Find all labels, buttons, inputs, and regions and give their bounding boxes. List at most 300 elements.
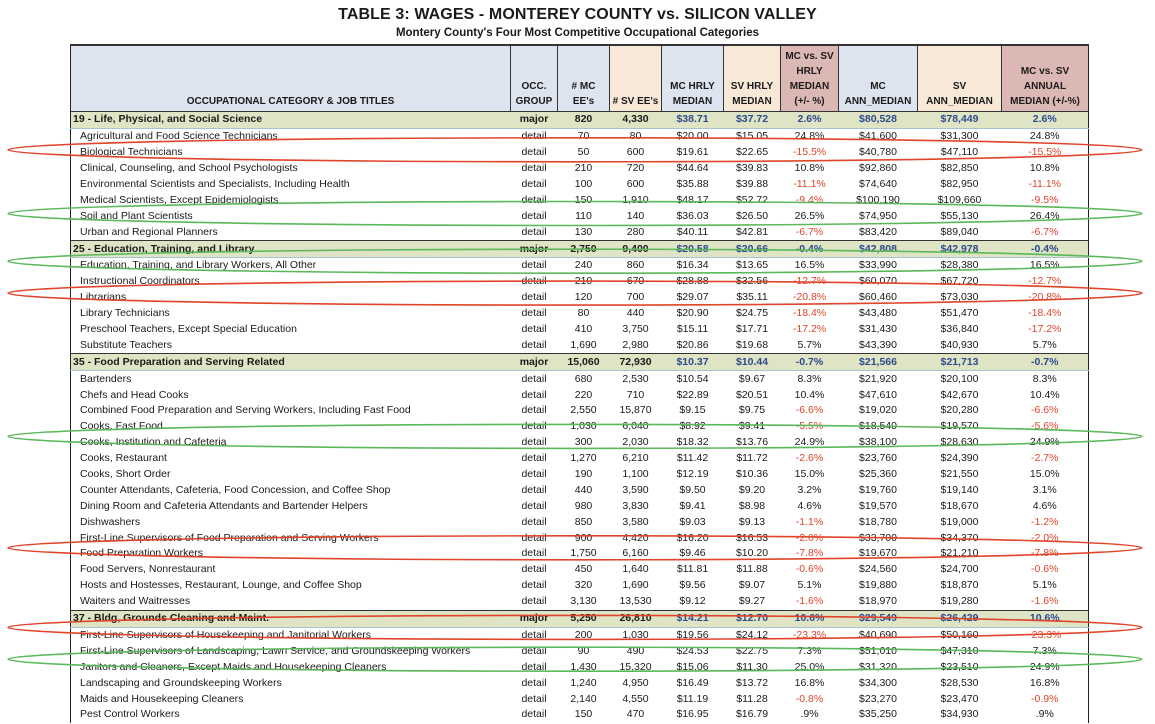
mc-hrly-cell: $15.11 (676, 323, 709, 336)
hrly-compare-cell: 10.6% (781, 610, 839, 627)
mc-ees-cell: 410 (574, 323, 593, 336)
ann-compare-cell: 24.8% (1002, 128, 1089, 144)
sv-hrly-cell: $24.75 (735, 307, 769, 320)
hrly-compare-cell: 7.3% (797, 644, 822, 657)
job-title-cell: Medical Scientists, Except Epidemiologists (71, 192, 511, 208)
occ-group-cell: detail (521, 708, 547, 721)
mc-hrly-cell: $20.00 (676, 130, 709, 143)
table-row (71, 627, 1089, 643)
sv-hrly-cell: $15.05 (735, 130, 769, 143)
mc-ees-cell: 50 (577, 146, 590, 159)
sv-hrly-cell: $9.20 (738, 483, 766, 496)
occ-group-cell: major (511, 610, 558, 627)
table-row (71, 451, 1089, 467)
sv-hrly-cell: $16.53 (735, 531, 769, 544)
mc-hrly-cell: $9.46 (679, 547, 706, 560)
sv-hrly-cell: $22.75 (735, 644, 769, 657)
occ-group-cell: detail (521, 644, 547, 657)
job-title-cell: Landscaping and Groundskeeping Workers (71, 675, 511, 691)
mc-ees-cell: 300 (574, 436, 593, 449)
mc-ees-cell: 2,140 (570, 692, 597, 705)
table-row (71, 258, 1089, 274)
mc-ann-cell: $43,480 (859, 307, 897, 320)
hrly-compare-cell: 16.8% (794, 676, 825, 689)
sv-ann-cell: $55,130 (940, 209, 979, 222)
occ-group-cell: detail (521, 162, 547, 175)
sv-ees-cell: 3,750 (622, 323, 649, 336)
sv-ann-cell: $28,630 (940, 436, 979, 449)
header-hrly-compare: MC vs. SV HRLY MEDIAN (+/- %) (781, 45, 839, 112)
sv-hrly-cell: $39.83 (735, 162, 769, 175)
ann-compare-cell: 10.4% (1002, 387, 1089, 403)
header-row (71, 45, 1089, 112)
mc-hrly-cell: $11.42 (676, 452, 709, 465)
hrly-compare-cell: -12.7% (792, 275, 827, 288)
sv-hrly-cell: $39.88 (735, 178, 769, 190)
mc-ees-cell: 450 (574, 563, 593, 576)
mc-ees-cell: 110 (575, 209, 592, 222)
sv-ann-cell: $73,030 (940, 291, 979, 304)
sv-hrly-cell: $32.56 (735, 275, 769, 288)
ann-compare-cell: 5.1% (1002, 578, 1089, 594)
mc-ann-cell: $18,780 (859, 515, 897, 528)
ann-compare-cell: -2.0% (1002, 530, 1089, 546)
hrly-compare-cell: .9% (800, 708, 819, 721)
occ-group-cell: detail (521, 193, 547, 206)
occ-group-cell: detail (521, 452, 547, 465)
occ-group-cell: detail (521, 628, 547, 641)
job-title-cell: Cooks, Fast Food (71, 419, 511, 435)
table-row (71, 578, 1089, 594)
sv-ees-cell: 440 (626, 307, 645, 320)
sv-hrly-cell: $10.44 (724, 354, 781, 371)
hrly-compare-cell: -6.6% (795, 404, 824, 417)
mc-ann-cell: $33,990 (859, 259, 897, 272)
hrly-compare-cell: -6.7% (795, 225, 824, 238)
hrly-compare-cell: 8.3% (797, 372, 822, 385)
sv-ees-cell: 6,210 (622, 452, 649, 465)
sv-ann-cell: $19,280 (940, 595, 979, 608)
sv-hrly-cell: $11.72 (736, 452, 768, 465)
sv-ees-cell: 1,910 (622, 193, 649, 206)
mc-ann-cell: $43,390 (859, 338, 897, 351)
sv-ann-cell: $23,470 (940, 692, 979, 705)
sv-ees-cell: 26,810 (610, 610, 662, 627)
mc-ees-cell: 900 (574, 531, 593, 544)
hrly-compare-cell: 24.8% (794, 130, 825, 143)
job-title-cell: Environmental Scientists and Specialists, Including Health (71, 177, 511, 193)
mc-hrly-cell: $20.58 (662, 241, 724, 258)
sv-ees-cell: 700 (626, 291, 645, 304)
occ-group-cell: detail (521, 499, 547, 512)
occ-group-cell: detail (521, 563, 547, 576)
category-row (71, 610, 1089, 627)
table-title: TABLE 3: WAGES - MONTEREY COUNTY vs. SILICON VALLEY (338, 6, 817, 23)
hrly-compare-cell: -1.1% (795, 515, 824, 528)
job-title-cell: Substitute Teachers (71, 337, 511, 353)
hrly-compare-cell: 3.2% (797, 483, 822, 496)
table-row (71, 128, 1089, 144)
sv-ees-cell: 3,590 (622, 483, 649, 496)
sv-hrly-cell: $37.72 (724, 112, 781, 129)
job-title-cell: Combined Food Preparation and Serving Workers, Including Fast Food (71, 403, 511, 419)
mc-ann-cell: $80,528 (839, 112, 918, 129)
mc-ann-cell: $51,010 (859, 644, 897, 657)
mc-ees-cell: 130 (574, 225, 593, 238)
hrly-compare-cell: -0.6% (795, 563, 824, 576)
occ-group-cell: detail (521, 420, 547, 433)
ann-compare-cell: -0.4% (1002, 241, 1089, 258)
sv-ann-cell: $31,300 (940, 130, 979, 143)
mc-hrly-cell: $18.32 (676, 436, 709, 449)
mc-ann-cell: $19,880 (859, 579, 897, 592)
sv-hrly-cell: $10.20 (735, 547, 769, 560)
sv-ees-cell: 2,030 (622, 436, 649, 449)
table-row (71, 435, 1089, 451)
hrly-compare-cell: -0.7% (781, 354, 839, 371)
ann-compare-cell: 24.9% (1002, 435, 1089, 451)
sv-ann-cell: $21,210 (940, 547, 979, 560)
ann-compare-cell: -0.6% (1002, 562, 1089, 578)
occ-group-cell: detail (521, 259, 547, 272)
sv-hrly-cell: $10.36 (735, 468, 769, 481)
sv-ees-cell: 4,330 (610, 112, 662, 129)
job-title-cell: First-Line Supervisors of Food Preparation and Serving Workers (71, 530, 511, 546)
sv-ees-cell: 280 (626, 225, 645, 238)
table-row (71, 498, 1089, 514)
category-row (71, 241, 1089, 258)
mc-ann-cell: $33,700 (859, 531, 897, 544)
mc-ann-cell: $41,600 (859, 130, 897, 143)
sv-ann-cell: $42,670 (940, 388, 979, 401)
mc-ann-cell: $19,020 (859, 404, 897, 417)
sv-ann-cell: $24,700 (940, 563, 979, 576)
mc-ees-cell: 1,690 (570, 338, 597, 351)
job-title-cell: Hosts and Hostesses, Restaurant, Lounge, and Coffee Shop (71, 578, 511, 594)
mc-ees-cell: 240 (574, 259, 593, 272)
table-row (71, 467, 1089, 483)
ann-compare-cell: -7.8% (1002, 546, 1089, 562)
mc-ann-cell: $92,860 (859, 162, 897, 175)
job-title-cell: First-Line Supervisors of Landscaping, Lawn Service, and Groundskeeping Workers (71, 643, 511, 659)
ann-compare-cell: -2.7% (1002, 451, 1089, 467)
sv-ann-cell: $47,110 (940, 146, 979, 159)
mc-ees-cell: 190 (574, 468, 593, 481)
sv-ann-cell: $34,370 (940, 531, 979, 544)
sv-hrly-cell: $11.30 (736, 660, 768, 673)
sv-ann-cell: $20,280 (940, 404, 979, 417)
table-row (71, 403, 1089, 419)
job-title-cell: Cooks, Short Order (71, 467, 511, 483)
sv-hrly-cell: $9.13 (738, 515, 766, 528)
occ-group-cell: detail (521, 547, 547, 560)
occ-group-cell: detail (521, 579, 547, 592)
ann-compare-cell: 10.6% (1002, 610, 1089, 627)
sv-ann-cell: $34,930 (940, 708, 979, 721)
sv-hrly-cell: $22.65 (735, 146, 769, 159)
mc-hrly-cell: $16.49 (676, 676, 709, 689)
ann-compare-cell: .9% (1002, 707, 1089, 723)
sv-ann-cell: $18,870 (940, 579, 979, 592)
job-title-cell: Librarians (71, 290, 511, 306)
ann-compare-cell: -12.7% (1002, 274, 1089, 290)
sv-ees-cell: 600 (626, 146, 645, 159)
ann-compare-cell: -18.4% (1002, 306, 1089, 322)
table-row (71, 675, 1089, 691)
mc-ees-cell: 5,250 (558, 610, 610, 627)
sv-ann-cell: $89,040 (940, 225, 979, 238)
mc-ees-cell: 120 (574, 291, 593, 304)
job-title-cell: Chefs and Head Cooks (71, 387, 511, 403)
occ-group-cell: detail (521, 515, 547, 528)
sv-ees-cell: 670 (626, 275, 645, 288)
job-title-cell: Biological Technicians (71, 145, 511, 161)
job-title-cell: Janitors and Cleaners, Except Maids and Housekeeping Cleaners (71, 659, 511, 675)
sv-ees-cell: 6,160 (622, 547, 649, 560)
sv-ann-cell: $21,713 (918, 354, 1002, 371)
sv-ees-cell: 490 (626, 644, 645, 657)
mc-ann-cell: $19,570 (859, 499, 897, 512)
sv-ann-cell: $18,670 (940, 499, 979, 512)
mc-hrly-cell: $22.89 (676, 388, 709, 401)
job-title-cell: Education, Training, and Library Workers, All Other (71, 258, 511, 274)
mc-ees-cell: 320 (574, 579, 593, 592)
ann-compare-cell: -5.6% (1002, 419, 1089, 435)
job-title-cell: Waiters and Waitresses (71, 594, 511, 610)
occ-group-cell: major (511, 241, 558, 258)
sv-hrly-cell: $13.72 (735, 676, 769, 689)
table-row (71, 208, 1089, 224)
mc-hrly-cell: $24.53 (676, 644, 709, 657)
sv-ees-cell: 80 (629, 130, 642, 143)
mc-ees-cell: 440 (574, 483, 593, 496)
table-row (71, 387, 1089, 403)
hrly-compare-cell: -23.3% (792, 628, 827, 641)
sv-hrly-cell: $9.27 (738, 595, 766, 608)
wages-table (70, 44, 1089, 723)
hrly-compare-cell: -0.8% (795, 692, 824, 705)
mc-ann-cell: $34,300 (859, 676, 897, 689)
ann-compare-cell: 24.9% (1002, 659, 1089, 675)
mc-ann-cell: $24,560 (859, 563, 897, 576)
sv-hrly-cell: $11.88 (736, 563, 768, 576)
sv-hrly-cell: $13.65 (735, 259, 769, 272)
sv-hrly-cell: $8.98 (738, 499, 766, 512)
table-row (71, 145, 1089, 161)
header-mc-ann: MC ANN_MEDIAN (839, 45, 918, 112)
mc-ann-cell: $18,540 (859, 420, 897, 433)
ann-compare-cell: 3.1% (1002, 482, 1089, 498)
mc-ann-cell: $23,270 (859, 692, 897, 705)
job-title-cell: Instructional Coordinators (71, 274, 511, 290)
mc-hrly-cell: $48.17 (676, 193, 709, 206)
mc-ees-cell: 820 (558, 112, 610, 129)
table-row (71, 161, 1089, 177)
sv-ann-cell: $23,510 (940, 660, 979, 673)
sv-hrly-cell: $17.71 (735, 323, 769, 336)
occ-group-cell: detail (521, 531, 547, 544)
mc-ann-cell: $25,360 (859, 468, 897, 481)
sv-ann-cell: $28,380 (940, 259, 979, 272)
occ-group-cell: detail (521, 692, 547, 705)
occ-group-cell: detail (521, 388, 547, 401)
ann-compare-cell: -11.1% (1002, 177, 1089, 193)
ann-compare-cell: -6.6% (1002, 403, 1089, 419)
hrly-compare-cell: -2.6% (795, 452, 824, 465)
sv-ees-cell: 860 (626, 259, 645, 272)
sv-ann-cell: $36,840 (940, 323, 979, 336)
ann-compare-cell: -15.5% (1002, 145, 1089, 161)
ann-compare-cell: 4.6% (1002, 498, 1089, 514)
ann-compare-cell: -17.2% (1002, 322, 1089, 338)
sv-hrly-cell: $12.70 (724, 610, 781, 627)
mc-hrly-cell: $9.56 (679, 579, 706, 592)
sv-ees-cell: 470 (626, 708, 645, 721)
mc-hrly-cell: $38.71 (662, 112, 724, 129)
mc-ees-cell: 100 (574, 178, 593, 190)
table-row (71, 306, 1089, 322)
mc-hrly-cell: $14.21 (662, 610, 724, 627)
job-title-cell: Clinical, Counseling, and School Psychologists (71, 161, 511, 177)
job-title-cell: Maids and Housekeeping Cleaners (71, 691, 511, 707)
mc-ees-cell: 1,030 (570, 420, 597, 433)
table-row (71, 562, 1089, 578)
sv-hrly-cell: $9.07 (738, 579, 766, 592)
sv-ees-cell: 13,530 (619, 595, 652, 608)
job-title-cell: Dining Room and Cafeteria Attendants and Bartender Helpers (71, 498, 511, 514)
hrly-compare-cell: 5.1% (797, 579, 822, 592)
occ-group-cell: detail (521, 146, 547, 159)
sv-hrly-cell: $24.12 (735, 628, 769, 641)
table-row (71, 546, 1089, 562)
mc-ann-cell: $40,690 (859, 628, 897, 641)
mc-ann-cell: $47,610 (859, 388, 897, 401)
mc-hrly-cell: $28.88 (676, 275, 709, 288)
mc-hrly-cell: $11.81 (676, 563, 709, 576)
sv-hrly-cell: $35.11 (736, 291, 768, 304)
sv-ees-cell: 6,040 (622, 420, 649, 433)
mc-ann-cell: $21,920 (859, 372, 897, 385)
mc-ann-cell: $23,760 (859, 452, 897, 465)
job-title-cell: Food Servers, Nonrestaurant (71, 562, 511, 578)
mc-ann-cell: $31,320 (859, 660, 897, 673)
mc-ann-cell: $83,420 (859, 225, 897, 238)
occ-group-cell: detail (521, 323, 547, 336)
mc-hrly-cell: $16.20 (676, 531, 709, 544)
hrly-compare-cell: 25.0% (794, 660, 825, 673)
ann-compare-cell: -1.6% (1002, 594, 1089, 610)
sv-ann-cell: $19,000 (940, 515, 979, 528)
hrly-compare-cell: -0.4% (781, 241, 839, 258)
job-title-cell: 19 - Life, Physical, and Social Science (71, 112, 511, 129)
sv-ees-cell: 3,830 (622, 499, 649, 512)
sv-ees-cell: 3,580 (622, 515, 649, 528)
table-row (71, 691, 1089, 707)
mc-ann-cell: $100,190 (856, 193, 900, 206)
sv-ann-cell: $19,570 (940, 420, 979, 433)
sv-ann-cell: $19,140 (940, 483, 979, 496)
mc-ees-cell: 980 (574, 499, 593, 512)
sv-hrly-cell: $13.76 (735, 436, 769, 449)
header-mc-ees: # MC EE's (558, 45, 610, 112)
job-title-cell: Pest Control Workers (71, 707, 511, 723)
occ-group-cell: detail (521, 275, 547, 288)
hrly-compare-cell: 10.8% (794, 162, 825, 175)
hrly-compare-cell: -5.5% (795, 420, 824, 433)
table-row (71, 482, 1089, 498)
table-row (71, 224, 1089, 240)
occ-group-cell: detail (521, 660, 547, 673)
mc-hrly-cell: $20.86 (676, 338, 709, 351)
sv-ann-cell: $78,449 (918, 112, 1002, 129)
ann-compare-cell: -9.5% (1002, 192, 1089, 208)
mc-ann-cell: $35,250 (859, 708, 897, 721)
mc-hrly-cell: $35.88 (676, 178, 709, 190)
mc-hrly-cell: $16.95 (676, 708, 709, 721)
occ-group-cell: major (511, 354, 558, 371)
mc-hrly-cell: $10.54 (676, 372, 709, 385)
sv-ann-cell: $21,550 (940, 468, 979, 481)
ann-compare-cell: 15.0% (1002, 467, 1089, 483)
mc-ees-cell: 220 (574, 388, 593, 401)
hrly-compare-cell: -11.1% (793, 178, 826, 190)
table-row (71, 659, 1089, 675)
mc-hrly-cell: $29.07 (676, 291, 709, 304)
ann-compare-cell: 26.4% (1002, 208, 1089, 224)
sv-ees-cell: 140 (626, 209, 645, 222)
job-title-cell: Cooks, Restaurant (71, 451, 511, 467)
table-row (71, 337, 1089, 353)
header-ann-compare: MC vs. SV ANNUAL MEDIAN (+/-%) (1002, 45, 1089, 112)
mc-ann-cell: $74,950 (859, 209, 897, 222)
mc-hrly-cell: $19.61 (676, 146, 709, 159)
job-title-cell: Urban and Regional Planners (71, 224, 511, 240)
header-mc-hrly: MC HRLY MEDIAN (662, 45, 724, 112)
hrly-compare-cell: -20.8% (792, 291, 827, 304)
hrly-compare-cell: 26.5% (794, 209, 825, 222)
mc-ees-cell: 210 (574, 162, 593, 175)
sv-hrly-cell: $26.50 (735, 209, 769, 222)
sv-ann-cell: $20,100 (940, 372, 979, 385)
mc-hrly-cell: $10.37 (662, 354, 724, 371)
sv-ees-cell: 710 (626, 388, 645, 401)
sv-ann-cell: $51,470 (940, 307, 979, 320)
sv-ann-cell: $47,310 (940, 644, 979, 657)
table-row (71, 371, 1089, 387)
sv-ees-cell: 720 (626, 162, 645, 175)
sv-ann-cell: $67,720 (940, 275, 979, 288)
sv-ann-cell: $42,978 (918, 241, 1002, 258)
occ-group-cell: detail (521, 468, 547, 481)
job-title-cell: First-Line Supervisors of Housekeeping and Janitorial Workers (71, 627, 511, 643)
sv-ees-cell: 600 (626, 178, 645, 190)
sv-ann-cell: $28,530 (940, 676, 979, 689)
header-occ-group: OCC. GROUP (511, 45, 558, 112)
header-sv-hrly: SV HRLY MEDIAN (724, 45, 781, 112)
mc-hrly-cell: $8.92 (679, 420, 706, 433)
table-row (71, 419, 1089, 435)
mc-ann-cell: $40,780 (859, 146, 897, 159)
hrly-compare-cell: 4.6% (797, 499, 822, 512)
job-title-cell: Library Technicians (71, 306, 511, 322)
hrly-compare-cell: -9.4% (795, 193, 824, 206)
job-title-cell: 37 - Bldg, Grounds Cleaning and Maint. (71, 610, 511, 627)
hrly-compare-cell: -15.5% (792, 146, 827, 159)
mc-hrly-cell: $44.64 (676, 162, 709, 175)
table-row (71, 514, 1089, 530)
sv-ees-cell: 4,420 (622, 531, 649, 544)
mc-ees-cell: 200 (574, 628, 593, 641)
